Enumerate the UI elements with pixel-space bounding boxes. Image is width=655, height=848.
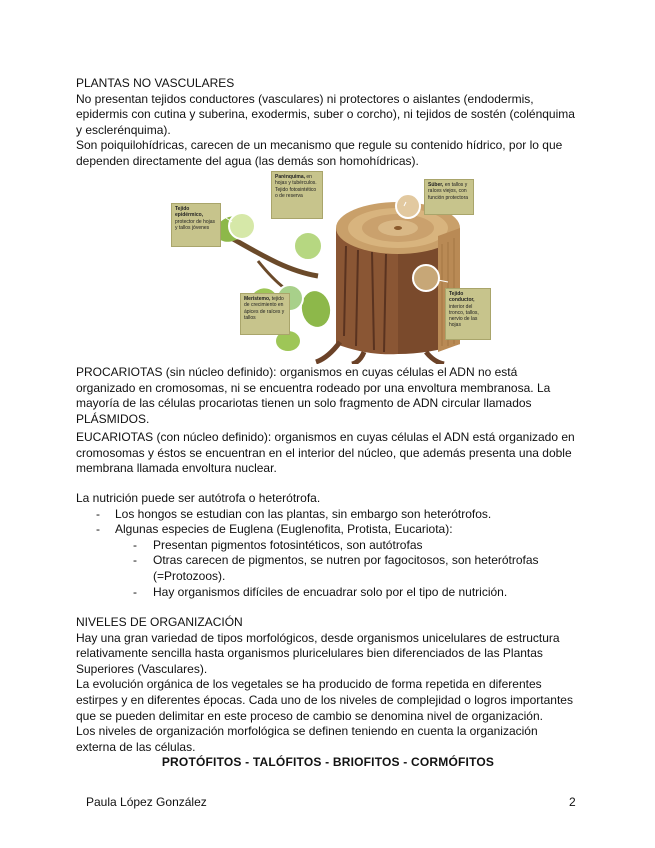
callout-parenquima <box>271 171 323 219</box>
sublist-item-text: Otras carecen de pigmentos, se nutren por fagocitosos, son heterótrofas (=Protozoos). <box>153 553 539 583</box>
plant-tissues-figure <box>168 166 498 364</box>
organization-levels: PROTÓFITOS - TALÓFITOS - BRIOFITOS - CORMÓFITOS <box>161 755 495 770</box>
bullet-dash: - <box>133 584 137 599</box>
callout-meristemo <box>240 293 290 335</box>
callout-title: Súber, <box>428 182 444 188</box>
list-item-text: Algunas especies de Euglena (Euglenofita, Protista, Eucariota): <box>115 522 453 537</box>
paragraph: La evolución orgánica de los vegetales se ha producido de forma repetida en diferentes estirpes y en diferentes épocas. Cada uno de los niveles de complejidad o logros importantes que se pueden delimitar en este proceso de cambio se denomina nivel de organización. <box>76 677 573 723</box>
paragraph: Los niveles de organización morfológica se definen teniendo en cuenta la organización externa de las células. <box>76 724 538 754</box>
sublist-item-text: Presentan pigmentos fotosintéticos, son autótrofas <box>153 537 423 552</box>
sublist-item <box>76 585 580 601</box>
callout-title: Tejido conductor, <box>449 291 475 304</box>
callout-title: Parénquima, <box>275 174 306 180</box>
paragraph: Son poiquilohídricas, carecen de un mecanismo que regule su contenido hídrico, por lo que dependen directamente del agua (las demás son homohídricas). <box>76 138 563 168</box>
section-eucariotas <box>76 430 580 477</box>
callout-tejido-epidermico <box>171 203 221 247</box>
list-item <box>76 522 580 600</box>
sublist-item <box>76 553 580 584</box>
callout-suber <box>424 179 474 215</box>
sublist-item <box>76 538 580 554</box>
callout-title: Meristemo, <box>244 296 271 302</box>
list-item-text: Los hongos se estudian con las plantas, sin embargo son heterótrofos. <box>115 506 492 521</box>
callout-text: protector de hojas y tallos jóvenes <box>175 218 216 231</box>
page-number: 2 <box>569 795 576 809</box>
euglena-sublist <box>115 538 580 600</box>
section-niveles-organizacion <box>76 615 580 771</box>
paragraph: PROCARIOTAS (sin núcleo definido): organismos en cuyas células el ADN no está organizado en cromosomas, ni se encuentra rodeado por una envoltura membranosa. La mayoría de las células procariotas tienen un solo fragmento de ADN circular llamados PLÁSMIDOS. <box>76 365 551 426</box>
callout-text: en tallos y raíces viejos, con función protectora <box>428 182 469 201</box>
section-plantas-no-vasculares <box>76 76 580 170</box>
callout-text: tejido de crecimiento en ápices de raíces y tallos <box>244 296 285 321</box>
callout-text: en hojas y tubérculos. Tejido fotosintético o de reserva <box>275 174 317 199</box>
nutrition-list <box>76 507 580 601</box>
paragraph: La nutrición puede ser autótrofa o heterótrofa. <box>76 491 321 505</box>
bullet-dash: - <box>96 522 100 537</box>
callout-tejido-conductor <box>445 288 491 340</box>
bullet-dash: - <box>133 537 137 552</box>
bullet-dash: - <box>133 553 137 568</box>
paragraph: EUCARIOTAS (con núcleo definido): organismos en cuyas células el ADN está organizado en cromosomas y éstos se encuentran en el interior del núcleo, que además presenta una doble membrana llamada envoltura nuclear. <box>76 430 575 476</box>
callout-text: interior del tronco, tallos, nervio de las hojas <box>449 303 479 329</box>
footer-author: Paula López González <box>86 795 207 809</box>
sublist-item-text: Hay organismos difíciles de encuadrar solo por el tipo de nutrición. <box>153 584 508 599</box>
list-item <box>76 507 580 523</box>
bullet-dash: - <box>96 506 100 521</box>
callout-title: Tejido epidérmico, <box>175 206 204 219</box>
paragraph: Hay una gran variedad de tipos morfológicos, desde organismos unicelulares de estructura relativamente sencilla hasta organismos pluricelulares bien diferenciados de las Plantas Superiores (Vasculares). <box>76 630 560 676</box>
section-nutricion <box>76 491 580 600</box>
paragraph: No presentan tejidos conductores (vasculares) ni protectores o aislantes (endodermis, epidermis con cutina y suberina, exodermis, suber o corcho), ni tejidos de sostén (colénquima y esclerénquima). <box>76 91 575 137</box>
section-heading: PLANTAS NO VASCULARES <box>76 76 235 90</box>
section-procariotas <box>76 365 580 427</box>
section-heading: NIVELES DE ORGANIZACIÓN <box>76 615 243 629</box>
